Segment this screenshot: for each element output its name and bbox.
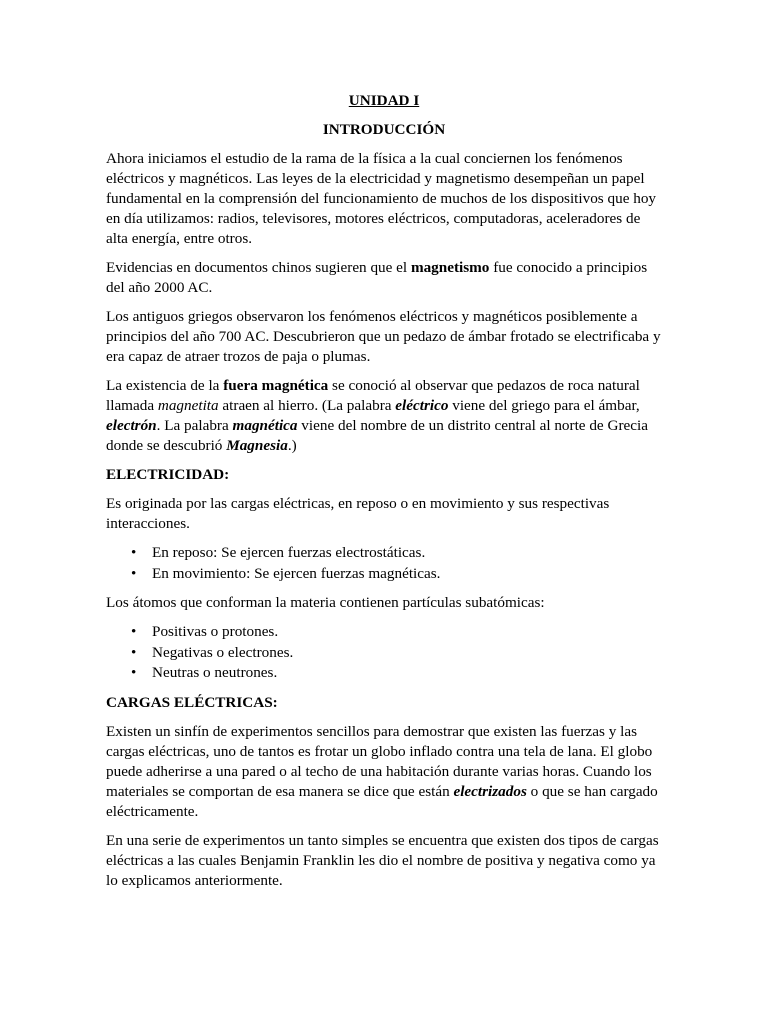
list-item: • Neutras o neutrones. bbox=[152, 663, 662, 684]
text-run: se conoció al observar que pedazos de roca natural llamada bbox=[106, 377, 640, 414]
bullet-list-particles bbox=[106, 622, 662, 684]
text-run: . La palabra bbox=[156, 417, 233, 434]
text-run: viene del nombre de un distrito central al norte de Grecia donde se descubrió bbox=[106, 417, 648, 454]
list-item: • Negativas o electrones. bbox=[152, 643, 662, 664]
cargas-paragraph-2: En una serie de experimentos un tanto simples se encuentra que existen dos tipos de cargas eléctricas a las cuales Benjamin Franklin les dio el nombre de positiva y negativa como ya lo explicamos anteriormente. bbox=[106, 831, 659, 889]
list-item: • En movimiento: Se ejercen fuerzas magnéticas. bbox=[152, 564, 662, 585]
text-run: Evidencias en documentos chinos sugieren que el bbox=[106, 259, 411, 276]
section-heading-cargas-electricas: CARGAS ELÉCTRICAS: bbox=[106, 693, 278, 711]
text-run: Existen un sinfín de experimentos sencillos para demostrar que existen las fuerzas y las cargas eléctricas, uno de tantos es frotar un globo inflado contra una tela de lana. El globo puede adherirse a una pared o al techo de una habitación durante varias horas. Cuando los materiales se comportan de esa manera se dice que están bbox=[106, 722, 653, 800]
intro-paragraph-4 bbox=[106, 376, 662, 456]
text-run: atraen al hierro. (La palabra bbox=[218, 397, 396, 414]
bold-italic-term-magnetica: magnética bbox=[232, 417, 298, 434]
intro-paragraph-3: Los antiguos griegos observaron los fenómenos eléctricos y magnéticos posiblemente a principios del año 700 AC. Descubrieron que un pedazo de ámbar frotado se electrificaba y era capaz de atraer trozos de paja o plumas. bbox=[106, 308, 661, 365]
document-title: UNIDAD I bbox=[348, 92, 420, 109]
italic-term-magnetita: magnetita bbox=[157, 397, 219, 414]
text-run: viene del griego para el ámbar, bbox=[448, 397, 640, 414]
intro-paragraph-2 bbox=[106, 258, 662, 298]
bold-italic-term-electrico: eléctrico bbox=[395, 397, 449, 414]
bold-term-fuera-magnetica: fuera magnética bbox=[223, 377, 329, 394]
text-run: .) bbox=[287, 437, 297, 454]
electricidad-paragraph-1: Es originada por las cargas eléctricas, en reposo o en movimiento y sus respectivas interacciones. bbox=[106, 495, 610, 532]
bold-italic-term-electron: electrón bbox=[106, 417, 157, 434]
list-item: • En reposo: Se ejercen fuerzas electrostáticas. bbox=[152, 543, 662, 564]
bold-italic-term-electrizados: electrizados bbox=[453, 782, 527, 800]
list-item: • Positivas o protones. bbox=[152, 622, 662, 643]
cargas-paragraph-1 bbox=[106, 722, 662, 822]
bold-term-magnetismo: magnetismo bbox=[410, 259, 490, 276]
document-subtitle: INTRODUCCIÓN bbox=[322, 121, 446, 138]
text-run: o que se han cargado eléctricamente. bbox=[106, 782, 658, 820]
section-heading-electricidad: ELECTRICIDAD: bbox=[106, 466, 230, 483]
text-run: La existencia de la bbox=[106, 377, 224, 394]
electricidad-paragraph-2: Los átomos que conforman la materia contienen partículas subatómicas: bbox=[106, 594, 545, 611]
bold-italic-term-magnesia: Magnesia bbox=[226, 437, 288, 454]
bullet-list-forces bbox=[106, 543, 662, 584]
text-run: fue conocido a principios del año 2000 AC. bbox=[106, 259, 648, 296]
intro-paragraph-1: Ahora iniciamos el estudio de la rama de la física a la cual conciernen los fenómenos eléctricos y magnéticos. Las leyes de la electricidad y magnetismo desempeñan un papel fundamental en la comprensión del funcionamiento de muchos de los dispositivos que hoy en día utilizamos: radios, televisores, motores eléctricos, computadoras, aceleradores de alta energía, entre otros. bbox=[106, 150, 657, 247]
